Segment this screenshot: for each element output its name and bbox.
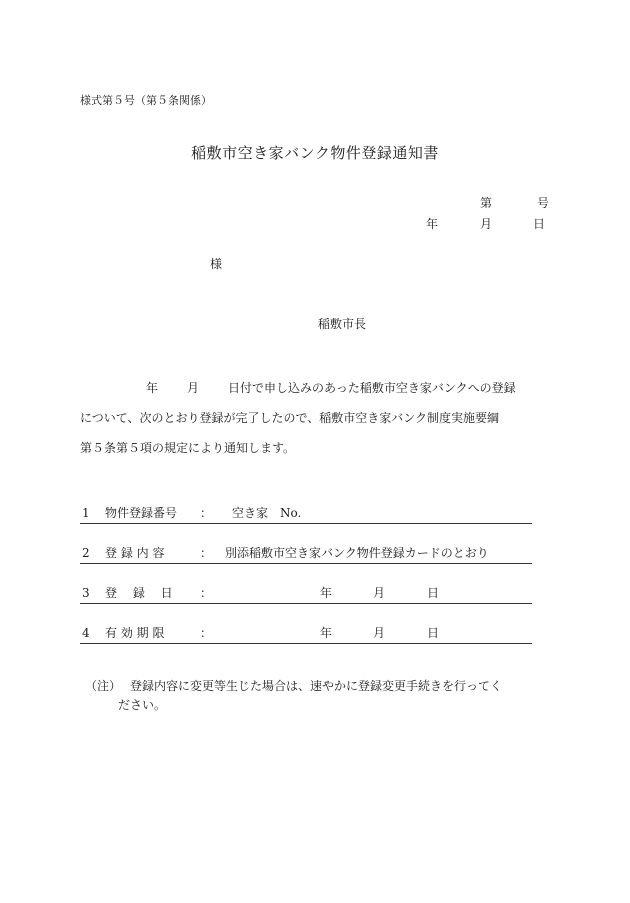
issuer-name: 稲敷市長 [318, 317, 367, 331]
body-line-2: について、次のとおり登録が完了したので、稲敷市空き家バンク制度実施要綱 [80, 411, 500, 425]
body-month: 月 [187, 381, 200, 395]
field-label: 登 録 内 容 [105, 546, 165, 560]
field-day: 日 [427, 626, 440, 640]
document-title: 稲敷市空き家バンク物件登録通知書 [191, 144, 439, 162]
field-month: 月 [373, 586, 386, 600]
field-label: 物件登録番号 [105, 506, 178, 520]
date-year: 年 [426, 217, 439, 231]
field-number: 2 [82, 546, 90, 560]
date-month: 月 [480, 217, 493, 231]
field-number: 3 [82, 586, 90, 600]
body-line-1: 日付で申し込みのあった稲敷市空き家バンクへの登録 [228, 381, 516, 395]
field-row-expiry-date [80, 623, 532, 644]
doc-number-dai: 第 [480, 196, 493, 210]
body-year: 年 [146, 381, 159, 395]
field-year: 年 [320, 626, 333, 640]
field-number: 4 [82, 626, 90, 640]
field-day: 日 [427, 586, 440, 600]
field-colon: ： [200, 546, 213, 560]
note-continuation: ださい。 [118, 698, 167, 712]
date-day: 日 [533, 217, 546, 231]
doc-number-go: 号 [537, 196, 550, 210]
field-colon: ： [200, 506, 213, 520]
field-year: 年 [320, 586, 333, 600]
field-label: 登 録 日 [105, 586, 173, 600]
field-colon: ： [200, 586, 213, 600]
body-line-3: 第５条第５項の規定により通知します。 [80, 441, 296, 455]
field-row-registration-number [80, 503, 532, 524]
field-label: 有 効 期 限 [105, 626, 165, 640]
field-colon: ： [200, 626, 213, 640]
field-value: 別添稲敷市空き家バンク物件登録カードのとおり [225, 546, 489, 560]
note-label: （注） [85, 679, 122, 693]
field-number: 1 [82, 506, 90, 520]
note-text: 登録内容に変更等生じた場合は、速やかに登録変更手続きを行ってく [130, 679, 503, 693]
field-month: 月 [373, 626, 386, 640]
field-value: 空き家 No. [232, 506, 302, 520]
field-row-registration-content [80, 543, 532, 564]
field-row-registration-date [80, 583, 532, 604]
form-number: 様式第５号（第５条関係） [80, 94, 212, 107]
recipient-suffix: 様 [210, 257, 223, 271]
